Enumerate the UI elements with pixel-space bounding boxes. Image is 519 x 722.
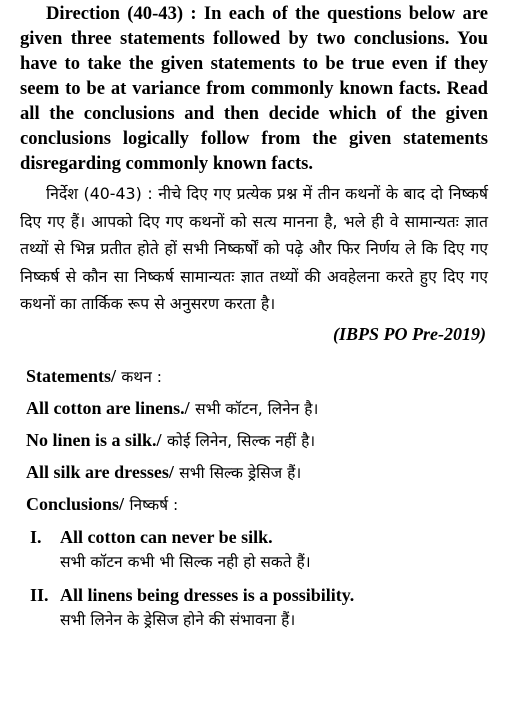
statement-2-hi: कोई लिनेन, सिल्क नहीं है।: [166, 431, 316, 450]
statement-1-hi: सभी कॉटन, लिनेन है।: [195, 399, 319, 418]
statement-3: [26, 461, 488, 484]
conclusions-heading: [26, 493, 488, 516]
statements-section: [20, 365, 488, 633]
statements-heading-en: Statements/: [26, 365, 116, 386]
direction-hindi: निर्देश (40-43) : नीचे दिए गए प्रत्येक प्रश्न में तीन कथनों के बाद दो निष्कर्ष दिए गए हैं। आपको दिए गए कथनों को सत्य मानना है, भले ही वे सामान्यतः ज्ञात तथ्यों से भिन्न प्रतीत होते हों सभी निष्कर्षों को पढ़े और फिर निर्णय ले कि दिए गए निष्कर्ष से कौन सा निष्कर्ष सामान्यतः ज्ञात तथ्यों की अवहेलना करते हुए दिए गए कथनों का तार्किक रूप से अनुसरण करता है।: [20, 184, 488, 314]
conclusion-2-hi: सभी लिनेन के ड्रेसिज होने की संभावना हैं।: [60, 610, 296, 629]
conclusion-2-en: All linens being dresses is a possibility.: [60, 584, 355, 605]
statement-2-en: No linen is a silk./: [26, 429, 162, 450]
statement-1-en: All cotton are linens./: [26, 397, 190, 418]
conclusion-2: [26, 583, 488, 633]
direction-english: Direction (40-43) : In each of the questions below are given three statements followed by two conclusions. You have to take the given statements to be true even if they seem to be at variance from commonly known facts. Read all the conclusions and then decide which of the given conclusions logically follow from the given statements disregarding commonly known facts.: [20, 3, 488, 174]
conclusion-1-hi: सभी कॉटन कभी भी सिल्क नही हो सकते हैं।: [60, 552, 311, 571]
statement-2: [26, 429, 488, 452]
statements-heading: [26, 365, 488, 388]
conclusion-1-body: [60, 525, 488, 575]
statements-heading-hi: कथन :: [121, 367, 162, 386]
conclusion-2-number: II.: [30, 584, 49, 605]
conclusions-heading-en: Conclusions/: [26, 493, 125, 514]
statement-3-en: All silk are dresses/: [26, 461, 174, 482]
exam-source: (IBPS PO Pre-2019): [333, 323, 486, 344]
statement-3-hi: सभी सिल्क ड्रेसिज हैं।: [179, 463, 302, 482]
conclusion-1-number: I.: [30, 526, 42, 547]
conclusion-2-body: [60, 583, 488, 633]
conclusion-1: [26, 525, 488, 575]
statement-1: [26, 397, 488, 420]
conclusions-heading-hi: निष्कर्ष :: [129, 495, 179, 514]
conclusion-1-en: All cotton can never be silk.: [60, 526, 273, 547]
